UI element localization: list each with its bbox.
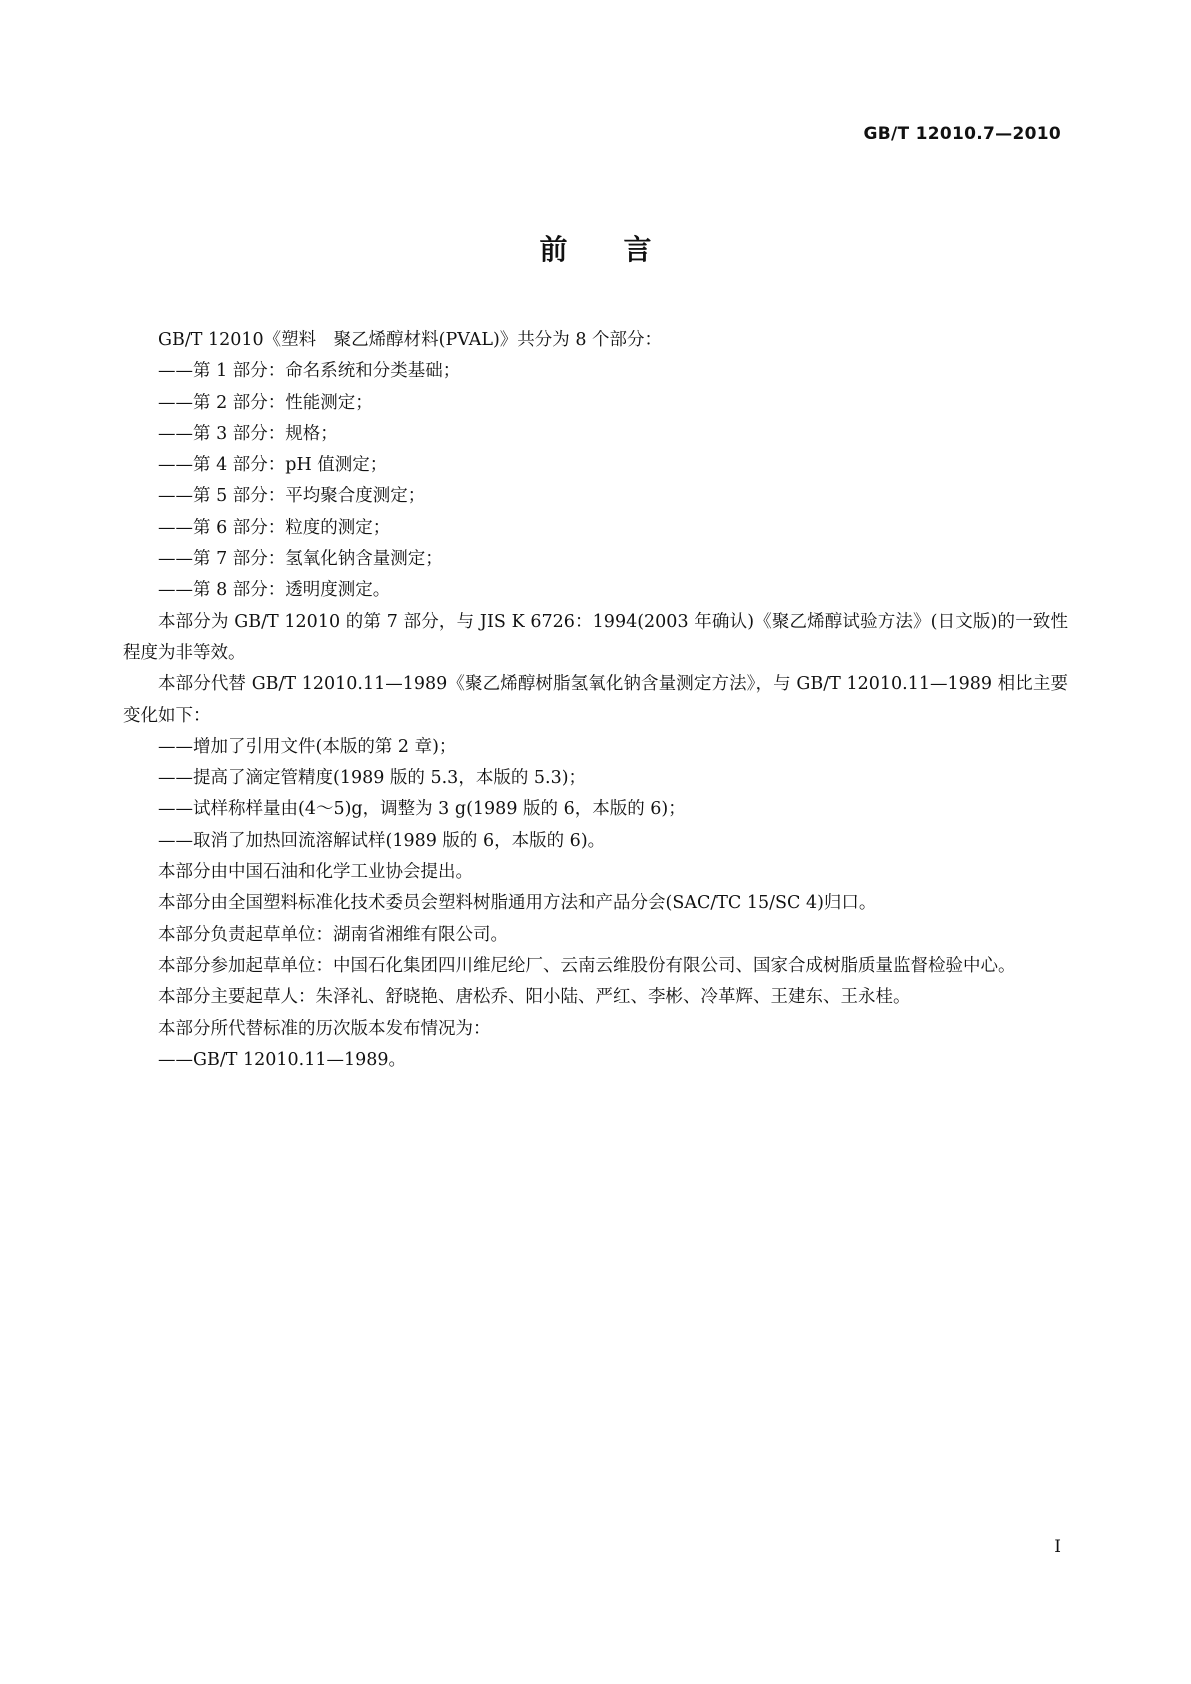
foreword-body <box>123 325 1068 1076</box>
paragraph: 本部分代替 GB/T 12010.11—1989《聚乙烯醇树脂氢氧化钠含量测定方法》，与 GB/T 12010.11—1989 相比主要变化如下： <box>123 674 1068 726</box>
page-title: 前言 <box>539 233 708 266</box>
paragraph: 本部分所代替标准的历次版本发布情况为： <box>158 1018 491 1039</box>
paragraph: 本部分为 GB/T 12010 的第 7 部分，与 JIS K 6726：1994(2003 年确认)《聚乙烯醇试验方法》(日文版)的一致性程度为非等效。 <box>123 611 1068 663</box>
list-item: ——增加了引用文件(本版的第 2 章)； <box>158 736 457 757</box>
list-item: ——GB/T 12010.11—1989。 <box>158 1049 407 1070</box>
paragraph: 本部分参加起草单位：中国石化集团四川维尼纶厂、云南云维股份有限公司、国家合成树脂质量监督检验中心。 <box>158 955 1016 976</box>
list-item: ——第 7 部分：氢氧化钠含量测定； <box>158 549 443 570</box>
list-item: ——第 3 部分：规格； <box>158 423 338 444</box>
paragraph: 本部分负责起草单位：湖南省湘维有限公司。 <box>158 924 508 945</box>
list-item: ——第 4 部分：pH 值测定； <box>158 455 388 476</box>
paragraph: 本部分由全国塑料标准化技术委员会塑料树脂通用方法和产品分会(SAC/TC 15/SC 4)归口。 <box>158 893 877 914</box>
list-item: ——第 1 部分：命名系统和分类基础； <box>158 361 461 382</box>
list-item: ——第 2 部分：性能测定； <box>158 392 373 413</box>
page-number: I <box>1054 1537 1061 1557</box>
paragraph: GB/T 12010《塑料 聚乙烯醇材料(PVAL)》共分为 8 个部分： <box>158 330 663 350</box>
paragraph: 本部分由中国石油和化学工业协会提出。 <box>158 862 473 883</box>
list-item: ——第 6 部分：粒度的测定； <box>158 517 391 538</box>
standard-number: GB/T 12010.7—2010 <box>863 124 1061 144</box>
list-item: ——第 5 部分：平均聚合度测定； <box>158 486 426 507</box>
paragraph: 本部分主要起草人：朱泽礼、舒晓艳、唐松乔、阳小陆、严红、李彬、冷革辉、王建东、王永桂。 <box>158 987 911 1008</box>
list-item: ——试样称样量由(4～5)g，调整为 3 g(1989 版的 6，本版的 6)； <box>158 799 686 820</box>
list-item: ——第 8 部分：透明度测定。 <box>158 580 391 601</box>
list-item: ——提高了滴定管精度(1989 版的 5.3，本版的 5.3)； <box>158 768 587 789</box>
list-item: ——取消了加热回流溶解试样(1989 版的 6，本版的 6)。 <box>158 830 606 851</box>
